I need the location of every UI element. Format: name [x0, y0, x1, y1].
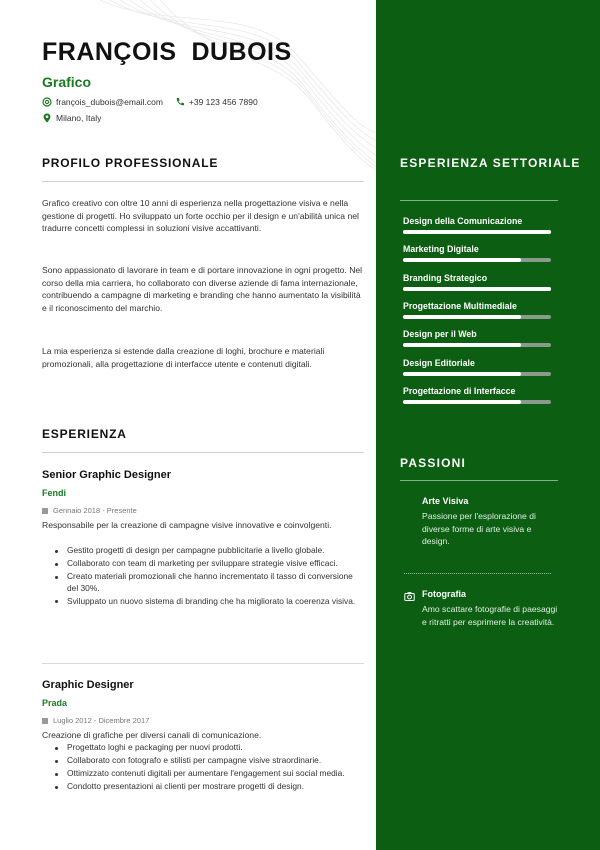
hobby-title: Fotografia [422, 589, 466, 599]
job-company: Fendi [42, 488, 66, 498]
skill-bar-fill [403, 287, 551, 291]
skill-bar-track [403, 343, 551, 347]
skill-bar-track [403, 315, 551, 319]
skill-item [403, 301, 553, 319]
profile-paragraph-1: Grafico creativo con oltre 10 anni di esperienza nella progettazione visiva e nella gestione di progetti. Ho sviluppato un forte occhio per il design e un'abilità unica nel tradurre concetti complessi in soluzioni visive accattivanti. [42, 198, 359, 234]
calendar-icon [42, 718, 48, 724]
job-description: Responsabile per la creazione di campagne visive innovative e coinvolgenti. [42, 520, 332, 530]
skill-bar-fill [403, 372, 521, 376]
skill-bar-fill [403, 258, 521, 262]
skill-bar-track [403, 372, 551, 376]
skill-bar-track [403, 287, 551, 291]
skill-bar-track [403, 230, 551, 234]
skill-label: Design della Comunicazione [403, 216, 523, 226]
hobby-divider [404, 573, 551, 574]
candidate-role: Grafico [42, 74, 92, 90]
calendar-icon [42, 508, 48, 514]
skill-label: Design per il Web [403, 329, 477, 340]
skill-item [403, 244, 553, 262]
phone-text[interactable]: +39 123 456 7890 [188, 97, 258, 107]
profile-paragraph-2: Sono appassionato di lavorare in team e di portare innovazione in ogni progetto. Nel corso della mia carriera, ho collaborato con diverse aziende di fama internazionale, contribuendo a campagne di marketing e branding che hanno aumentato la visibilità e il riconoscimento del marchio. [42, 265, 363, 313]
email-text[interactable]: françois_dubois@email.com [56, 97, 163, 107]
hobby-title: Arte Visiva [422, 496, 469, 506]
job-dates [42, 716, 149, 725]
skill-bar-track [403, 400, 551, 404]
location-text: Milano, Italy [56, 113, 102, 123]
skill-item [403, 273, 553, 291]
skill-item [403, 358, 553, 376]
list-item: Condotto presentazioni ai clienti per mostrare progetti di design. [52, 781, 366, 793]
list-item: Progettato loghi e packaging per nuovi prodotti. [52, 742, 366, 754]
skill-bar-fill [403, 400, 521, 404]
contact-info [42, 95, 258, 127]
hobby-description: Amo scattare fotografie di paesaggi e ritratti per esprimere la creatività. [422, 604, 558, 627]
skill-label: Marketing Digitale [403, 244, 479, 255]
skill-item [403, 329, 553, 347]
at-icon [42, 97, 52, 107]
skills-heading: ESPERIENZA SETTORIALE [400, 156, 581, 170]
skill-item [403, 216, 553, 234]
hobbies-heading: PASSIONI [400, 456, 467, 470]
profile-divider [42, 181, 364, 182]
skill-label: Progettazione Multimediale [403, 300, 517, 311]
list-item: Ottimizzato contenuti digitali per aumentare l'engagement sui social media. [52, 768, 366, 780]
list-item: Sviluppato un nuovo sistema di branding che ha migliorato la coerenza visiva. [52, 596, 366, 608]
experience-divider [42, 452, 364, 453]
skills-divider [400, 200, 558, 201]
skill-bar-fill [403, 230, 551, 234]
hobbies-divider [400, 480, 558, 481]
experience-heading: ESPERIENZA [42, 427, 127, 441]
location-pin-icon [42, 113, 52, 123]
list-item: Gestito progetti di design per campagne pubblicitarie a livello globale. [52, 545, 366, 557]
skill-bar-fill [403, 343, 521, 347]
list-item: Collaborato con team di marketing per sviluppare strategie visive efficaci. [52, 558, 366, 570]
job-title: Senior Graphic Designer [42, 469, 171, 481]
job-bullets [52, 545, 366, 609]
skill-bar-fill [403, 315, 521, 319]
profile-heading: PROFILO PROFESSIONALE [42, 156, 219, 170]
skill-label: Design Editoriale [403, 357, 475, 368]
phone-icon [175, 97, 185, 107]
candidate-name: FRANÇOIS DUBOIS [42, 38, 292, 66]
job-dates [42, 506, 137, 515]
list-item: Creato materiali promozionali che hanno incrementato il tasso di conversione del 30%. [52, 571, 366, 594]
hobby-description: Passione per l'esplorazione di diverse forme di arte visiva e design. [422, 511, 536, 546]
job-divider [42, 663, 364, 664]
job-company: Prada [42, 698, 68, 708]
skill-label: Progettazione di Interfacce [403, 385, 516, 396]
job-bullets [52, 742, 366, 794]
job-title: Graphic Designer [42, 679, 134, 691]
job-dates-text: Luglio 2012 - Dicembre 2017 [53, 716, 150, 725]
skill-bar-track [403, 258, 551, 262]
job-dates-text: Gennaio 2018 - Presente [53, 506, 137, 515]
skill-item [403, 386, 553, 404]
sidebar [376, 0, 600, 850]
job-description: Creazione di grafiche per diversi canali di comunicazione. [42, 730, 262, 740]
list-item: Collaborato con fotografo e stilisti per campagne visive straordinarie. [52, 755, 366, 767]
skill-label: Branding Strategico [403, 272, 488, 283]
camera-icon [404, 589, 415, 600]
profile-paragraph-3: La mia esperienza si estende dalla creazione di loghi, brochure e materiali promozionali, alla progettazione di interfacce utente e contenuti digitali. [42, 346, 325, 369]
